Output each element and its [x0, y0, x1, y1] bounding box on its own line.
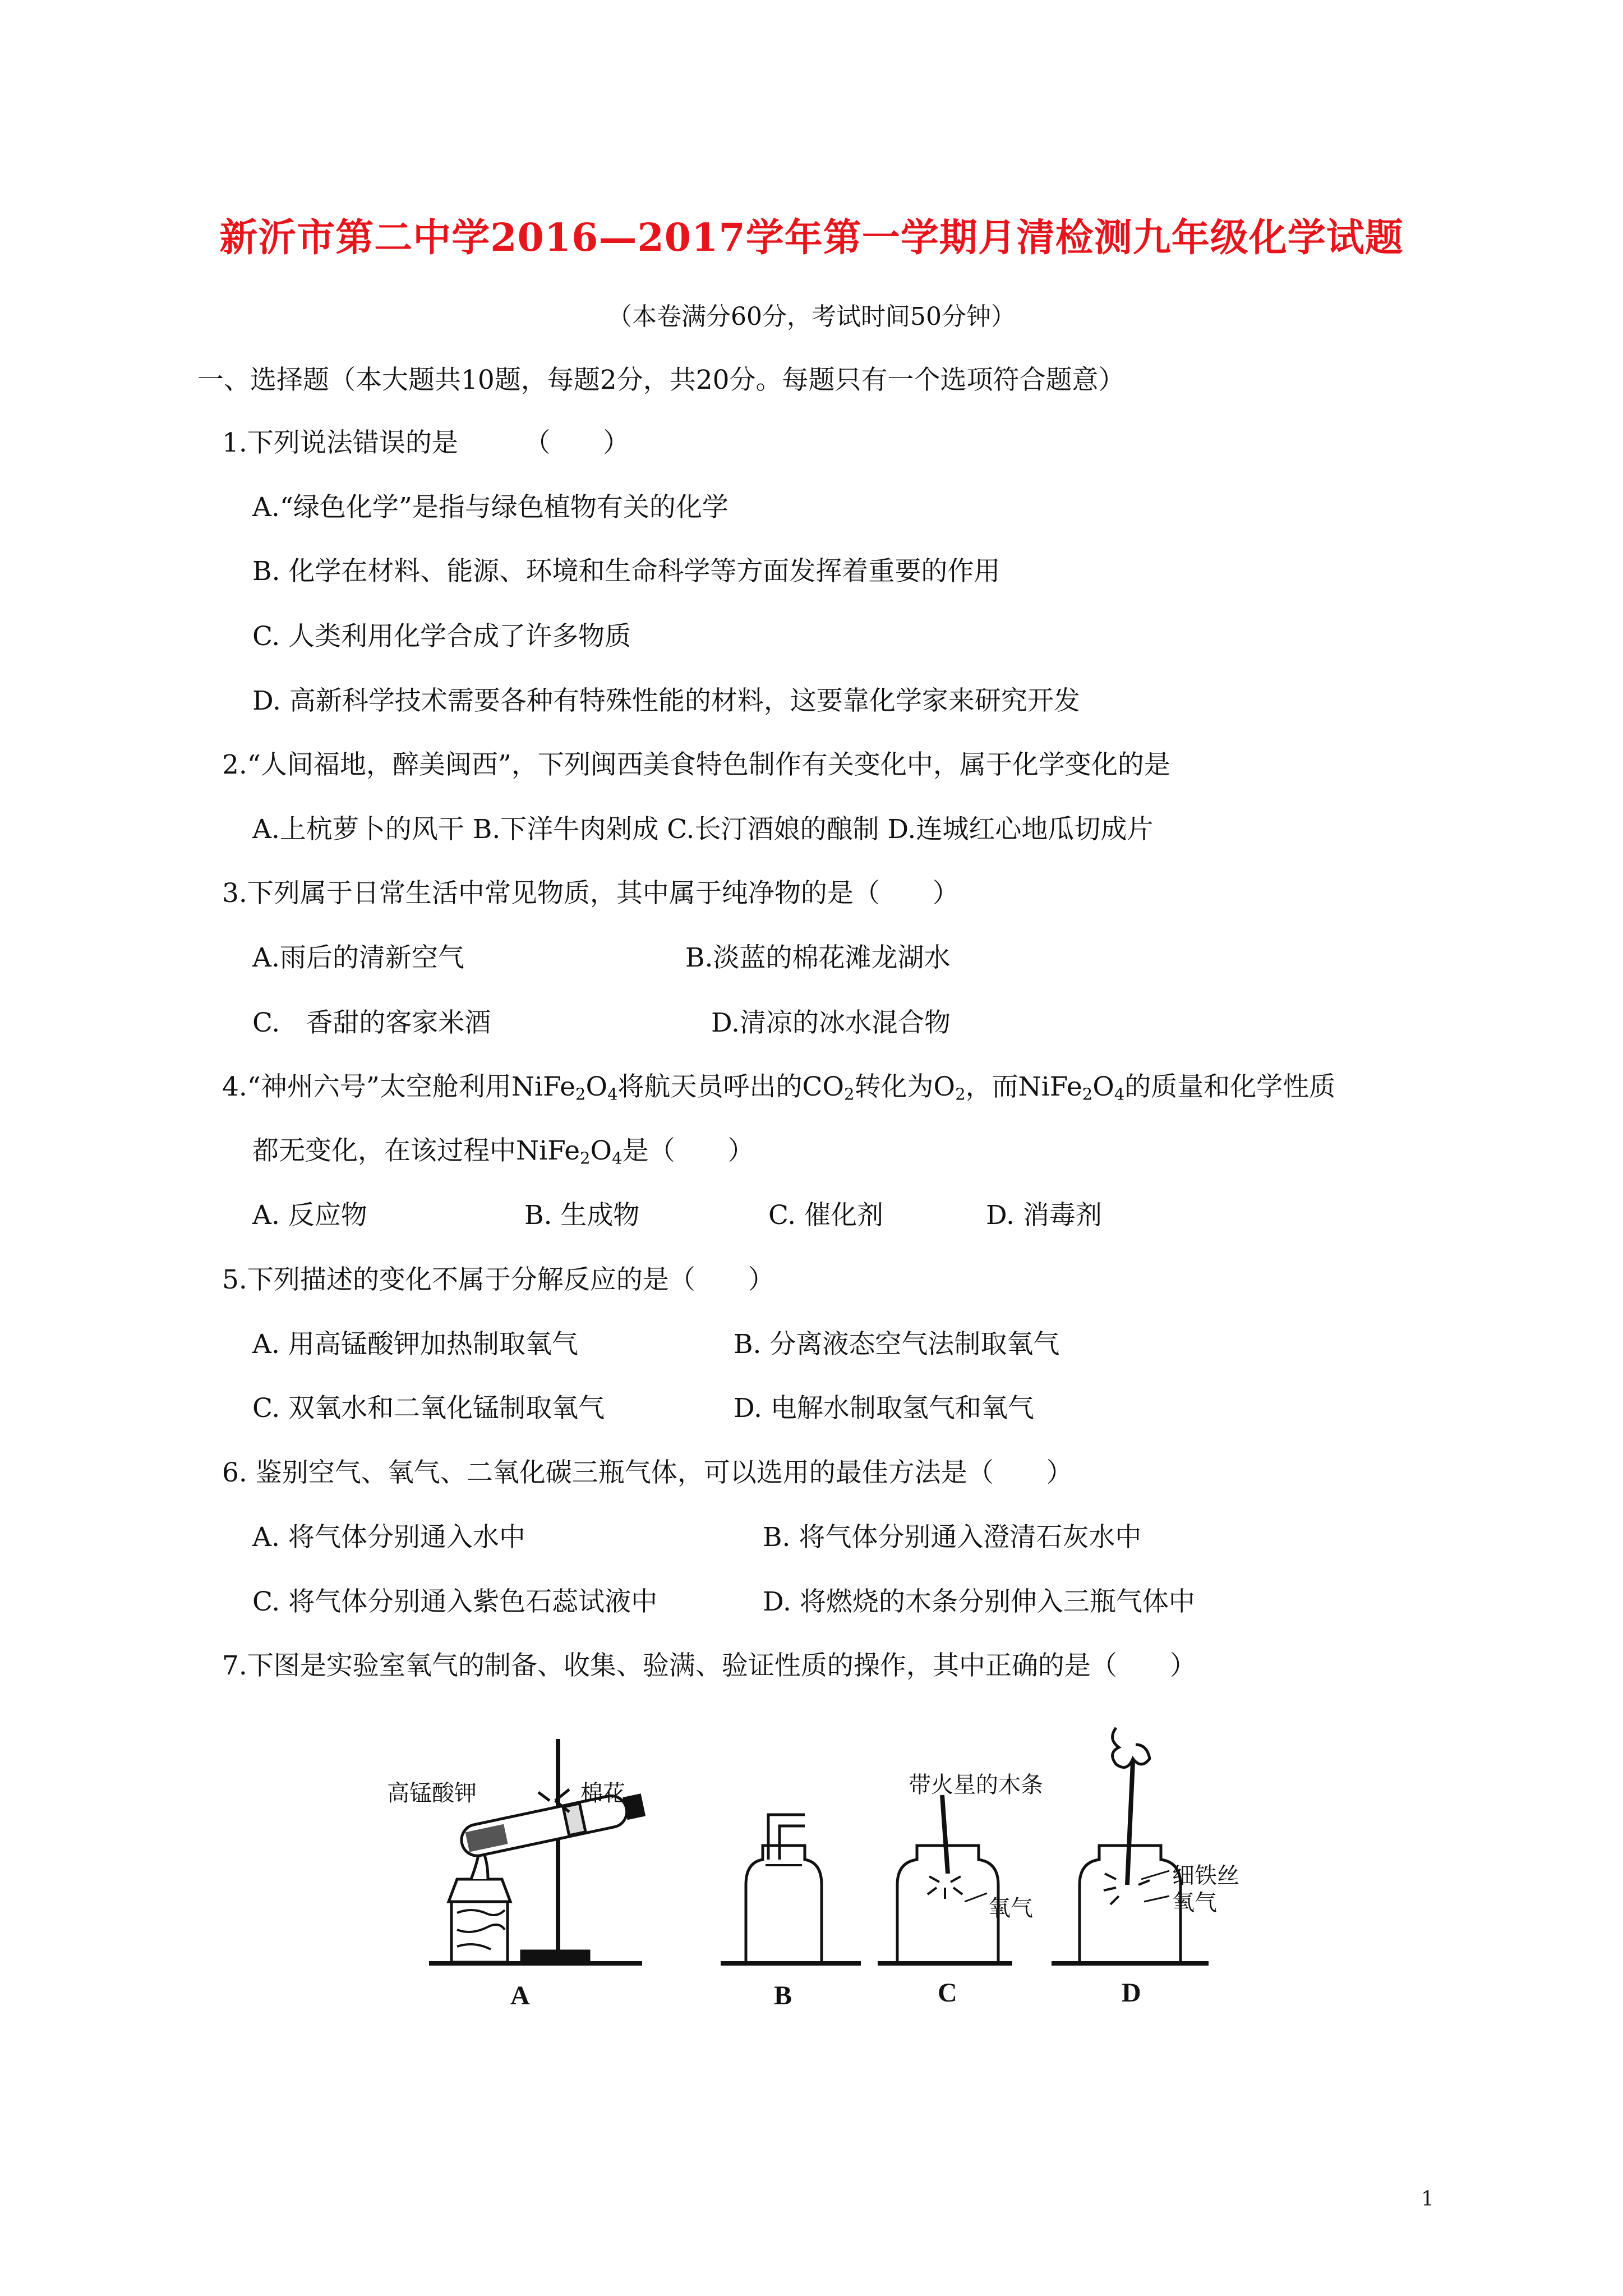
question-6-option-a: A. 将气体分别通入水中 — [252, 1522, 525, 1553]
question-5-option-d: D. 电解水制取氢气和氧气 — [734, 1393, 1034, 1424]
question-4-option-a: A. 反应物 — [252, 1200, 367, 1231]
exam-info: （本卷满分60分，考试时间50分钟） — [607, 302, 1016, 331]
question-4-option-b: B. 生成物 — [524, 1200, 640, 1231]
question-4-stem-line-2: 都无变化，在该过程中$NiFe_2O_4$是（ ） — [252, 1135, 754, 1168]
page-number: 1 — [1421, 2188, 1434, 2211]
lab-apparatus-figure — [387, 1717, 1312, 2031]
question-6-option-c: C. 将气体分别通入紫色石蕊试液中 — [252, 1586, 658, 1617]
panel-label-a: A — [510, 1981, 530, 2010]
question-2-stem: 2.“人间福地，醉美闽西”，下列闽西美食特色制作有关变化中，属于化学变化的是 — [222, 749, 1170, 780]
iron-wire-bottle-d — [1052, 1728, 1209, 1963]
oxygen-test-bottle-c — [878, 1795, 1012, 1963]
label-oxygen-c: 氧气 — [988, 1895, 1033, 1921]
question-3-option-a: A.雨后的清新空气 — [252, 942, 464, 973]
label-cotton: 棉花 — [580, 1780, 625, 1806]
label-iron-wire: 细铁丝 — [1172, 1863, 1239, 1889]
question-3-option-d: D.清凉的冰水混合物 — [711, 1007, 951, 1038]
question-4-option-c: C. 催化剂 — [768, 1200, 884, 1231]
question-3-option-b: B.淡蓝的棉花滩龙湖水 — [685, 942, 951, 973]
panel-label-b: B — [774, 1981, 792, 2010]
question-5-stem: 5.下列描述的变化不属于分解反应的是（ ） — [222, 1264, 774, 1295]
panel-label-c: C — [938, 1978, 957, 2008]
question-7-stem: 7.下图是实验室氧气的制备、收集、验满、验证性质的操作，其中正确的是（ ） — [222, 1650, 1196, 1681]
heating-apparatus-a — [429, 1739, 645, 1963]
question-1-option-b: B. 化学在材料、能源、环境和生命科学等方面发挥着重要的作用 — [252, 556, 1000, 587]
question-5-option-c: C. 双氧水和二氧化锰制取氧气 — [252, 1393, 605, 1424]
question-4-option-d: D. 消毒剂 — [986, 1200, 1102, 1231]
question-1-option-c: C. 人类利用化学合成了许多物质 — [252, 621, 631, 652]
panel-label-d: D — [1122, 1978, 1141, 2008]
question-6-stem: 6. 鉴别空气、氧气、二氧化碳三瓶气体，可以选用的最佳方法是（ ） — [222, 1457, 1073, 1488]
gas-collection-bottle-b — [721, 1815, 861, 1963]
question-6-option-b: B. 将气体分别通入澄清石灰水中 — [763, 1522, 1142, 1553]
page-title: 新沂市第二中学2016—2017学年第一学期月清检测九年级化学试题 — [219, 215, 1404, 260]
question-5-option-a: A. 用高锰酸钾加热制取氧气 — [252, 1329, 578, 1360]
question-3-stem: 3.下列属于日常生活中常见物质，其中属于纯净物的是（ ） — [222, 878, 959, 909]
label-glowing-splint: 带火星的木条 — [909, 1772, 1043, 1798]
question-1-option-d: D. 高新科学技术需要各种有特殊性能的材料，这要靠化学家来研究开发 — [252, 685, 1080, 716]
question-1-option-a: A.“绿色化学”是指与绿色植物有关的化学 — [252, 492, 728, 523]
label-oxygen-d: 氧气 — [1172, 1890, 1217, 1916]
question-2-options: A.上杭萝卜的风干 B.下洋牛肉剁成 C.长汀酒娘的酿制 D.连城红心地瓜切成片 — [252, 814, 1154, 845]
label-potassium-permanganate: 高锰酸钾 — [387, 1780, 477, 1806]
question-5-option-b: B. 分离液态空气法制取氧气 — [734, 1329, 1060, 1360]
question-1-stem: 1.下列说法错误的是 （ ） — [222, 427, 630, 458]
question-4-stem-line-1: 4.“神州六号”太空舱利用$NiFe_2O_4$将航天员呼出的$CO_2$转化为$O_2$，而$NiFe_2O_4$的质量和化学性质 — [222, 1071, 1336, 1104]
question-6-option-d: D. 将燃烧的木条分别伸入三瓶气体中 — [763, 1586, 1195, 1617]
section-heading: 一、选择题（本大题共10题，每题2分，共20分。每题只有一个选项符合题意） — [197, 365, 1125, 395]
question-3-option-c: C. 香甜的客家米酒 — [252, 1007, 491, 1038]
